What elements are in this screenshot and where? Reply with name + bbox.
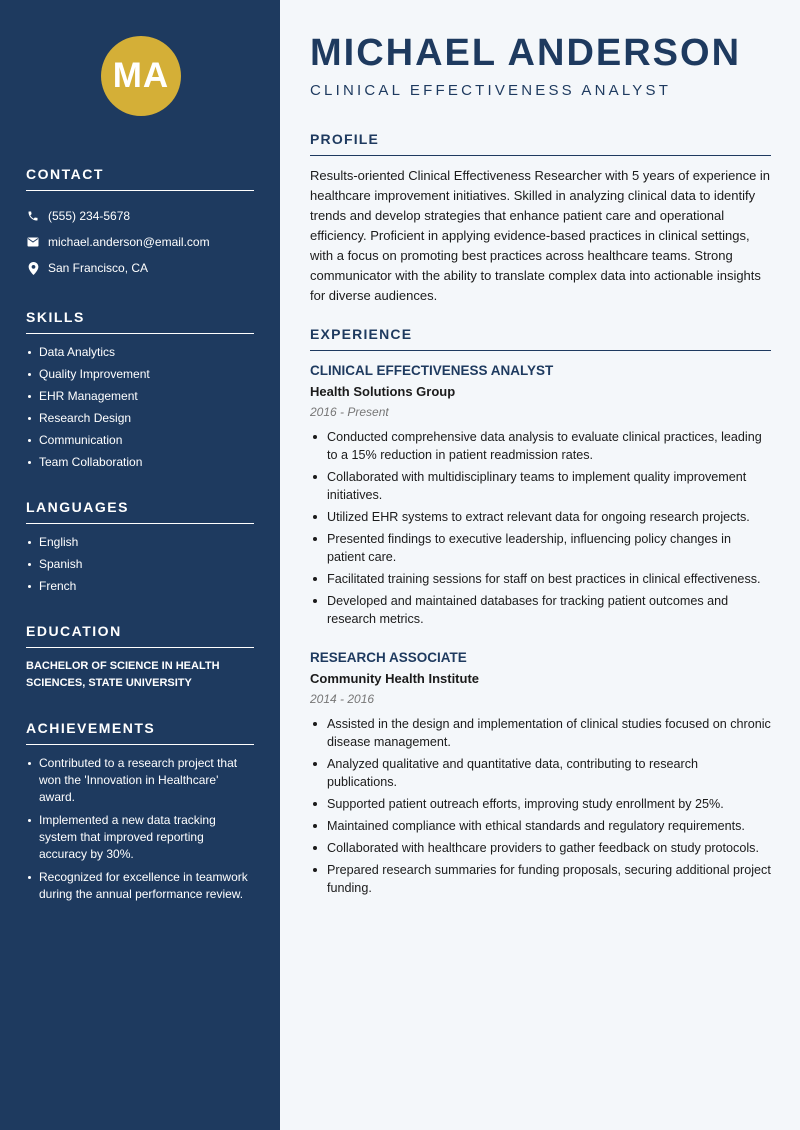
job-dates: 2014 - 2016 [310,692,375,706]
job-bullet: Collaborated with multidisciplinary teams to implement quality improvement initiatives. [310,468,771,504]
location-text: San Francisco, CA [48,261,149,275]
skills-list [26,344,254,471]
skill-item: Research Design [26,410,254,427]
skills-heading: SKILLS [26,309,254,334]
education-section [26,623,254,692]
profile-heading: PROFILE [310,131,771,156]
mail-icon [26,235,40,249]
contact-location [26,255,254,281]
achievement-item: Contributed to a research project that won the 'Innovation in Healthcare' award. [26,755,254,806]
sidebar [0,0,280,1130]
job-bullet: Maintained compliance with ethical standards and regulatory requirements. [310,817,771,835]
experience-heading: EXPERIENCE [310,326,771,351]
phone-text: (555) 234-5678 [48,209,131,223]
education-heading: EDUCATION [26,623,254,648]
job-bullet: Utilized EHR systems to extract relevant data for ongoing research projects. [310,508,771,526]
profile-text: Results-oriented Clinical Effectiveness Researcher with 5 years of experience in healthcare improvement initiatives. Skilled in analyzing clinical data to identify trends and develop strategies that enhance patient care and operational efficiency. Proficient in applying evidence-based practices in clinical settings, with a focus on promoting best practices across healthcare teams. Strong communicator with the ability to translate complex data into actionable insights for diverse audiences. [310,168,771,303]
languages-section [26,499,254,595]
achievement-item: Implemented a new data tracking system that improved reporting accuracy by 30%. [26,812,254,863]
skill-item: Data Analytics [26,344,254,361]
skills-section [26,309,254,471]
job-company: Health Solutions Group [310,384,456,399]
job-bullet: Supported patient outreach efforts, improving study enrollment by 25%. [310,795,771,813]
contact-heading: CONTACT [26,166,254,191]
candidate-title: CLINICAL EFFECTIVENESS ANALYST [310,82,672,99]
experience-section [310,326,771,897]
contact-phone [26,203,254,229]
achievements-section [26,720,254,903]
job-title: RESEARCH ASSOCIATE [310,650,467,665]
job-dates: 2016 - Present [310,405,389,419]
phone-icon [26,209,40,223]
job-bullet: Assisted in the design and implementation of clinical studies focused on chronic disease management. [310,715,771,751]
achievements-heading: ACHIEVEMENTS [26,720,254,745]
achievements-list [26,755,254,903]
job-bullet: Developed and maintained databases for tracking patient outcomes and research metrics. [310,592,771,628]
job-bullet: Analyzed qualitative and quantitative data, contributing to research publications. [310,755,771,791]
languages-list [26,534,254,595]
job-bullets [310,715,771,897]
monogram-avatar [101,36,181,116]
language-item: English [26,534,254,551]
job-bullet: Facilitated training sessions for staff on best practices in clinical effectiveness. [310,570,771,588]
education-degree: BACHELOR OF SCIENCE IN HEALTH SCIENCES, STATE UNIVERSITY [26,660,220,689]
job-bullets [310,428,771,628]
job-entry [310,363,771,628]
map-pin-icon [26,261,40,275]
contact-section [26,166,254,281]
job-bullet: Conducted comprehensive data analysis to evaluate clinical practices, leading to a 15% reduction in patient readmission rates. [310,428,771,464]
skill-item: Communication [26,432,254,449]
skill-item: EHR Management [26,388,254,405]
main-content [280,0,800,1130]
job-entry [310,650,771,897]
job-bullet: Presented findings to executive leadership, influencing policy changes in patient care. [310,530,771,566]
job-company: Community Health Institute [310,671,480,686]
contact-list [26,203,254,281]
skill-item: Quality Improvement [26,366,254,383]
job-bullet: Prepared research summaries for funding proposals, securing additional project funding. [310,861,771,897]
contact-email [26,229,254,255]
monogram-initials: MA [112,56,170,95]
job-title: CLINICAL EFFECTIVENESS ANALYST [310,363,554,378]
email-text: michael.anderson@email.com [48,235,210,249]
candidate-name: MICHAEL ANDERSON [310,32,742,74]
language-item: Spanish [26,556,254,573]
languages-heading: LANGUAGES [26,499,254,524]
skill-item: Team Collaboration [26,454,254,471]
achievement-item: Recognized for excellence in teamwork during the annual performance review. [26,869,254,903]
profile-section [310,131,771,306]
language-item: French [26,578,254,595]
job-bullet: Collaborated with healthcare providers to gather feedback on study protocols. [310,839,771,857]
